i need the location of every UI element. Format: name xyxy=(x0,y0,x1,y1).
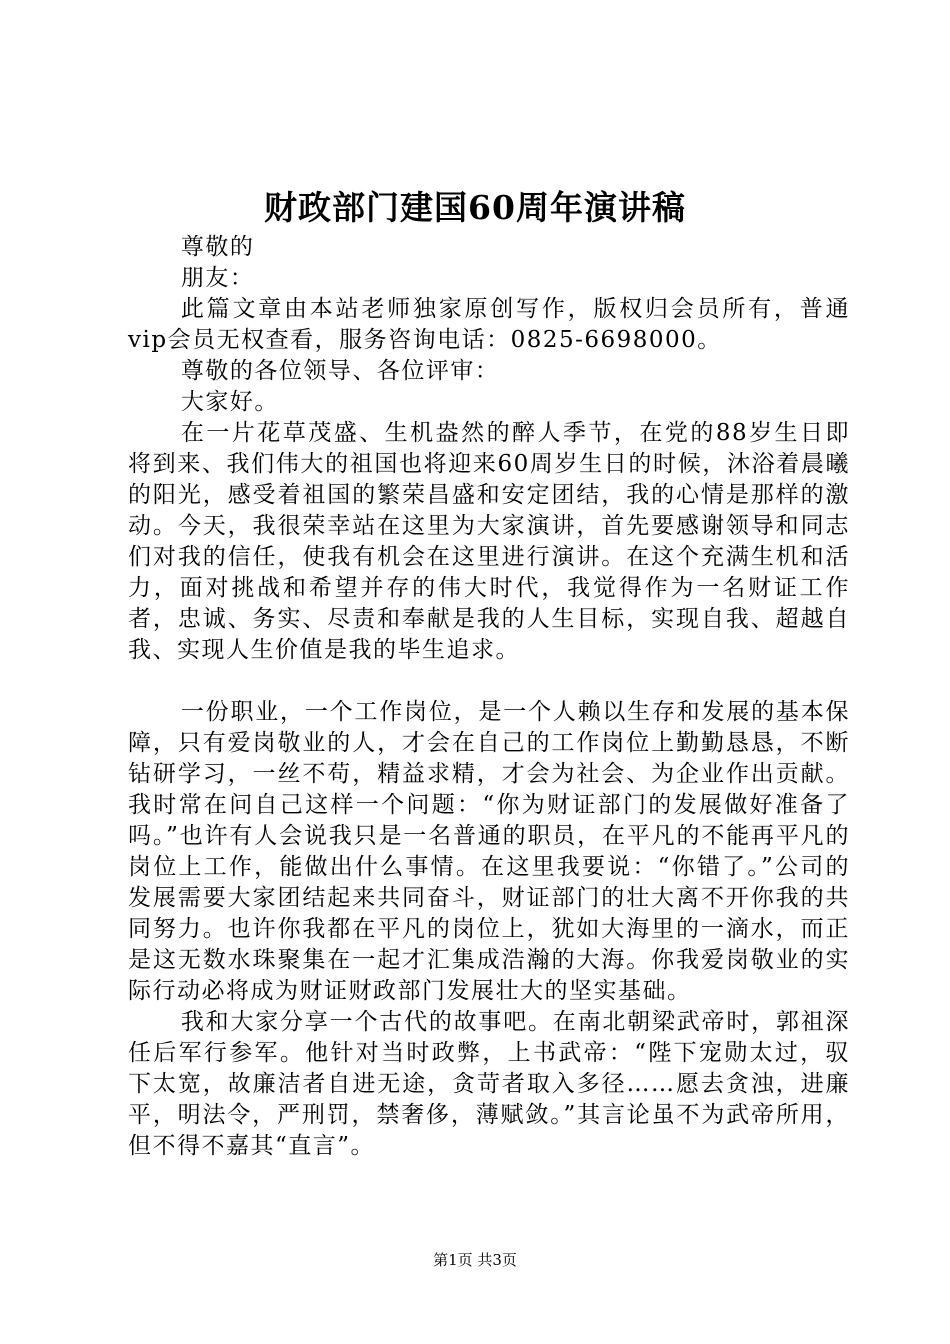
document-title: 财政部门建国60周年演讲稿 xyxy=(264,188,686,227)
paragraph-dedication: 一份职业，一个工作岗位，是一个人赖以生存和发展的基本保障，只有爱岗敬业的人，才会在自己的工作岗位上勤勤恳恳，不断钻研学习，一丝不苟，精益求精，才会为社会、为企业作出贡献。我时常在问自己这样一个问题：“你为财证部门的发展做好准备了吗。”也许有人会说我只是一名普通的职员，在平凡的不能再平凡的岗位上工作，能做出什么事情。在这里我要说：“你错了。”公司的发展需要大家团结起来共同奋斗，财证部门的壮大离不开你我的共同努力。也许你我都在平凡的岗位上，犹如大海里的一滴水，而正是这无数水珠聚集在一起才汇集成浩瀚的大海。你我爱岗敬业的实际行动必将成为财证财政部门发展壮大的坚实基础。 xyxy=(128,699,850,1004)
paragraph-gap xyxy=(128,666,850,697)
paragraph-intro: 在一片花草茂盛、生机盎然的醉人季节，在党的88岁生日即将到来、我们伟大的祖国也将迎来60周岁生日的时候，沐浴着晨曦的阳光，感受着祖国的繁荣昌盛和安定团结，我的心情是那样的激动。今天，我很荣幸站在这里为大家演讲，首先要感谢领导和同志们对我的信任，使我有机会在这里进行演讲。在这个充满生机和活力，面对挑战和希望并存的伟大时代，我觉得作为一名财证工作者，忠诚、务实、尽责和奉献是我的人生目标，实现自我、超越自我、实现人生价值是我的毕生追求。 xyxy=(128,420,850,663)
copyright-notice: 此篇文章由本站老师独家原创写作，版权归会员所有，普通vip会员无权查看，服务咨询电话：0825-6698000。 xyxy=(128,296,850,353)
greeting-all: 大家好。 xyxy=(180,389,279,415)
page-footer: 第1页 共3页 xyxy=(433,1251,517,1269)
salutation-line-2: 朋友： xyxy=(180,265,255,291)
greeting-judges: 尊敬的各位领导、各位评审： xyxy=(180,358,500,384)
paragraph-story: 我和大家分享一个古代的故事吧。在南北朝梁武帝时，郭祖深任后军行参军。他针对当时政弊，上书武帝：“陛下宠勋太过，驭下太宽，故廉洁者自进无途，贪苛者取入多径……愿去贪浊，进廉平，明法令，严刑罚，禁奢侈，薄赋敛。”其言论虽不为武帝所用，但不得不嘉其“直言”。 xyxy=(128,1009,850,1159)
document-body xyxy=(128,232,850,1162)
salutation-line-1: 尊敬的 xyxy=(180,234,255,260)
